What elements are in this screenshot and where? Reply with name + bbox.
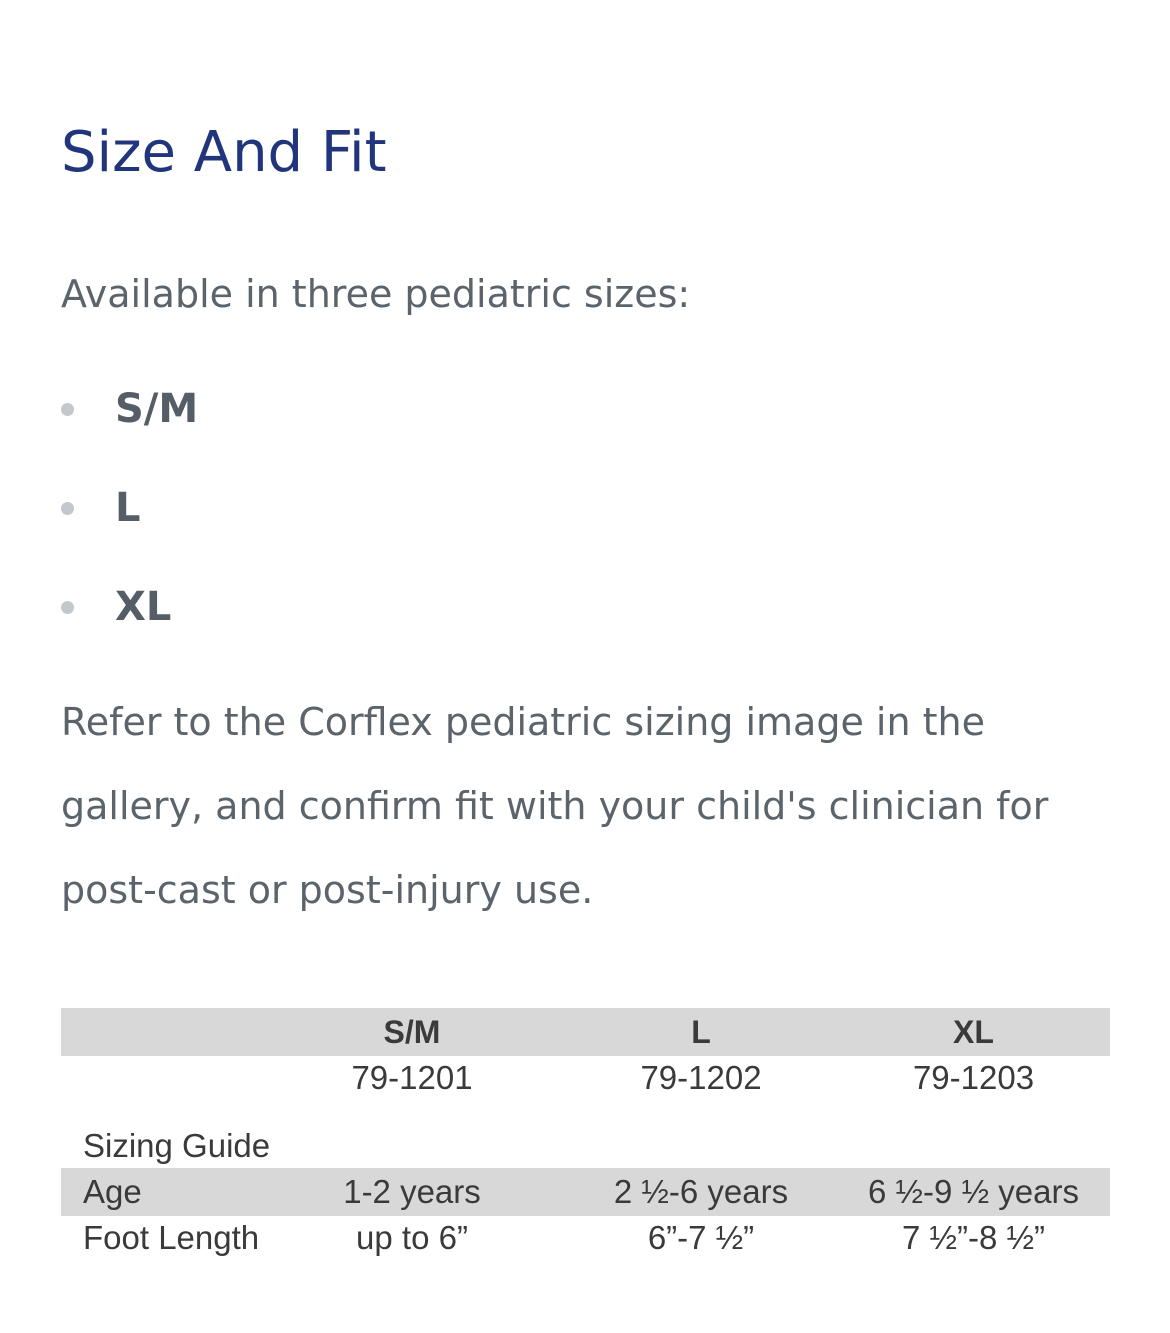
section-title: Size And Fit xyxy=(61,120,387,185)
column-header: L xyxy=(691,1014,711,1050)
table-cell: 2 ½-6 years xyxy=(613,1173,789,1210)
bullet-dot-icon xyxy=(61,502,74,515)
table-cell: 6 ½-9 ½ years xyxy=(868,1173,1079,1210)
bullet-dot-icon xyxy=(61,403,74,416)
bullet-dot-icon xyxy=(61,601,74,614)
product-code: 79-1202 xyxy=(640,1059,762,1096)
row-label: Foot Length xyxy=(83,1219,260,1256)
row-label: Age xyxy=(83,1173,142,1210)
table-cell: 7 ½”-8 ½” xyxy=(901,1219,1046,1256)
size-option-label: XL xyxy=(115,584,172,630)
size-option-label: S/M xyxy=(115,386,199,432)
sizes-intro: Available in three pediatric sizes: xyxy=(61,272,691,316)
table-cell: up to 6” xyxy=(356,1219,468,1256)
fit-note: Refer to the Corflex pediatric sizing image in the gallery, and confirm fit with your child's clinician for post-cast or post-injury use. xyxy=(61,700,1049,912)
size-option-label: L xyxy=(115,485,141,531)
table-cell: 1-2 years xyxy=(343,1173,481,1210)
product-code: 79-1201 xyxy=(351,1059,473,1096)
product-code: 79-1203 xyxy=(912,1059,1035,1096)
column-header: XL xyxy=(953,1014,994,1050)
sizing-guide-label: Sizing Guide xyxy=(83,1127,271,1164)
table-cell: 6”-7 ½” xyxy=(647,1219,755,1256)
sizing-chart-image xyxy=(61,1008,1110,1262)
column-header: S/M xyxy=(383,1014,441,1050)
